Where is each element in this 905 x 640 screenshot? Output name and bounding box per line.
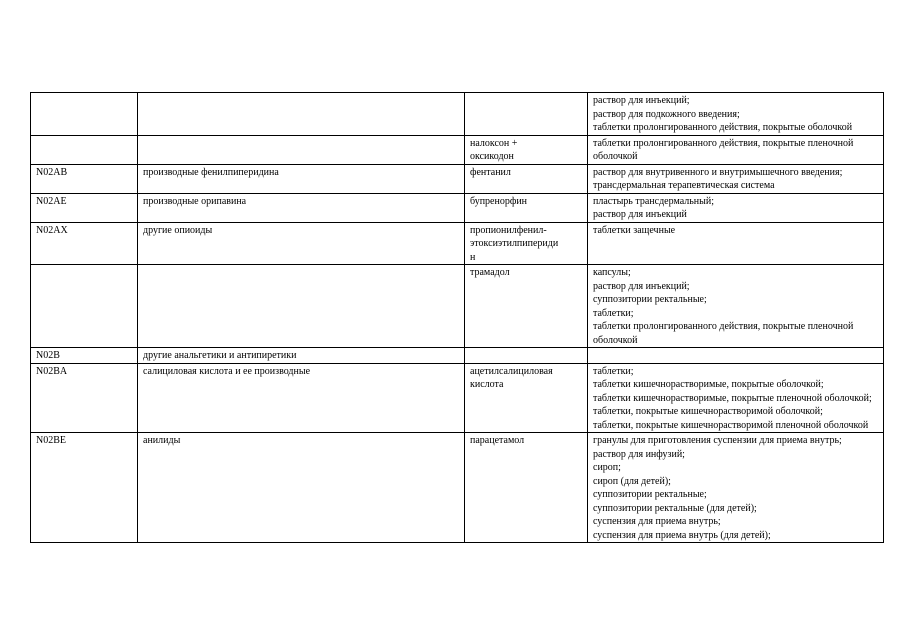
form-line: суспензия для приема внутрь (для детей); (593, 529, 771, 541)
form-line: суппозитории ректальные; (593, 489, 707, 500)
drug-line: кислота (470, 379, 504, 390)
form-line: таблетки пролонгированного действия, покрытые пленочной оболочкой (593, 321, 854, 346)
drug-cell (465, 222, 588, 265)
table-row (31, 348, 884, 364)
forms-cell (588, 93, 884, 136)
form-line: раствор для инъекций (593, 209, 687, 220)
form-line: суспензия для приема внутрь; (593, 516, 721, 527)
drug-line: н (470, 251, 476, 263)
drug-line: фентанил (470, 166, 511, 178)
form-line: раствор для подкожного введения; (593, 108, 740, 120)
atc-code-cell: N02B (31, 348, 138, 364)
atc-code-cell: N02BE (31, 433, 138, 543)
drug-table-body (31, 93, 884, 543)
atc-code-cell: N02AX (31, 222, 138, 265)
atc-code-cell: N02AB (31, 164, 138, 193)
form-line: таблетки пролонгированного действия, покрытые пленочной оболочкой (593, 137, 854, 162)
form-line: таблетки защечные (593, 224, 676, 236)
drug-cell (465, 164, 588, 193)
forms-cell (588, 265, 884, 348)
drug-line: пропионилфенил-этоксиэтилпипериди (470, 224, 559, 249)
drug-table (30, 92, 884, 543)
form-line: таблетки, покрытые кишечнорастворимой оболочкой; (593, 406, 823, 417)
form-line: суппозитории ректальные; (593, 294, 707, 305)
group-cell: производные фенилпиперидина (138, 164, 465, 193)
drug-cell (465, 135, 588, 164)
drug-cell (465, 348, 588, 364)
drug-line: парацетамол (470, 435, 525, 446)
form-line: таблетки, покрытые кишечнорастворимой пленочной оболочкой (593, 419, 869, 431)
atc-code-cell: N02BA (31, 363, 138, 433)
table-row (31, 363, 884, 433)
form-line: суппозитории ректальные (для детей); (593, 502, 757, 514)
drug-line: оксикодон (470, 151, 514, 162)
atc-code-cell (31, 135, 138, 164)
group-cell (138, 135, 465, 164)
forms-cell (588, 363, 884, 433)
forms-cell (588, 433, 884, 543)
drug-line: трамадол (470, 267, 510, 278)
table-row (31, 433, 884, 543)
form-line: сироп (для детей); (593, 475, 671, 487)
drug-cell (465, 265, 588, 348)
form-line: раствор для инъекций; (593, 95, 690, 106)
group-cell: производные орипавина (138, 193, 465, 222)
atc-code-cell (31, 93, 138, 136)
forms-cell (588, 348, 884, 364)
form-line: капсулы; (593, 267, 631, 278)
drug-line: налоксон + (470, 137, 518, 149)
drug-line: ацетилсалициловая (470, 365, 553, 377)
atc-code-cell (31, 265, 138, 348)
form-line: раствор для внутривенного и внутримышечного введения; (593, 166, 843, 178)
form-line: раствор для инъекций; (593, 280, 690, 292)
group-cell: анилиды (138, 433, 465, 543)
table-row (31, 164, 884, 193)
table-row (31, 193, 884, 222)
form-line: сироп; (593, 462, 621, 473)
group-cell (138, 265, 465, 348)
form-line: раствор для инфузий; (593, 448, 685, 460)
forms-cell (588, 193, 884, 222)
form-line: гранулы для приготовления суспензии для приема внутрь; (593, 435, 842, 446)
form-line: таблетки кишечнорастворимые, покрытые оболочкой; (593, 379, 824, 390)
form-line: трансдермальная терапевтическая система (593, 180, 775, 191)
drug-line: бупренорфин (470, 195, 528, 207)
group-cell: другие анальгетики и антипиретики (138, 348, 465, 364)
drug-cell (465, 363, 588, 433)
group-cell (138, 93, 465, 136)
form-line: таблетки; (593, 307, 634, 319)
drug-cell (465, 93, 588, 136)
table-row (31, 222, 884, 265)
group-cell: салициловая кислота и ее производные (138, 363, 465, 433)
form-line: пластырь трансдермальный; (593, 195, 715, 207)
drug-cell (465, 193, 588, 222)
form-line: таблетки пролонгированного действия, покрытые оболочкой (593, 122, 853, 133)
table-row (31, 135, 884, 164)
forms-cell (588, 135, 884, 164)
group-cell: другие опиоиды (138, 222, 465, 265)
forms-cell (588, 222, 884, 265)
table-row (31, 93, 884, 136)
forms-cell (588, 164, 884, 193)
table-row (31, 265, 884, 348)
drug-cell (465, 433, 588, 543)
form-line: таблетки; (593, 365, 634, 377)
atc-code-cell: N02AE (31, 193, 138, 222)
form-line: таблетки кишечнорастворимые, покрытые пленочной оболочкой; (593, 392, 872, 404)
